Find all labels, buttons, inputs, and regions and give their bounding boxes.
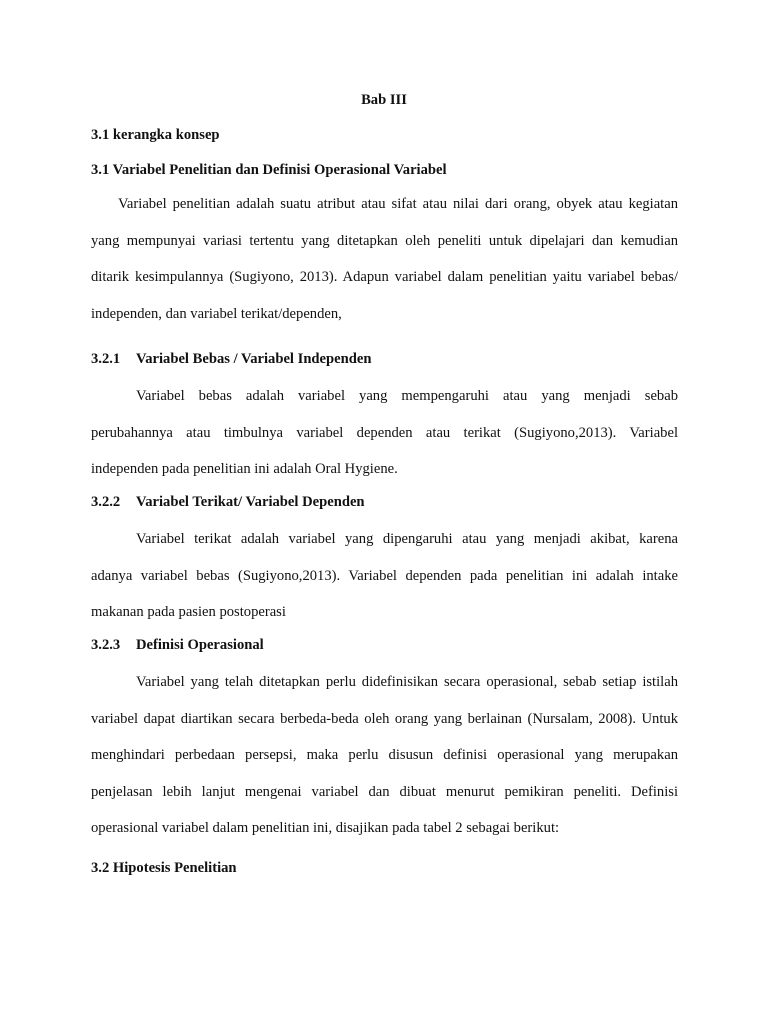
section-title: Variabel Terikat/ Variabel Dependen	[136, 494, 365, 510]
chapter-title: Bab III	[361, 92, 407, 108]
paragraph-line: operasional variabel dalam penelitian ini, disajikan pada tabel 2 sebagai berikut:	[91, 820, 560, 836]
paragraph-line: independen, dan variabel terikat/dependen,	[91, 305, 342, 322]
heading-3-2-1	[91, 351, 371, 368]
paragraph-line: makanan pada pasien postoperasi	[91, 604, 286, 620]
paragraph-line: yang mempunyai variasi tertentu yang ditetapkan oleh peneliti untuk dipelajari dan kemudian	[91, 232, 678, 249]
paragraph-line: ditarik kesimpulannya (Sugiyono, 2013). Adapun variabel dalam penelitian yaitu variabel bebas/	[91, 269, 678, 285]
section-number: 3.2.2	[91, 494, 121, 510]
paragraph-line: Variabel terikat adalah variabel yang dipengaruhi atau yang menjadi akibat, karena	[136, 531, 678, 547]
heading-3-2-3	[91, 637, 264, 654]
section-title: Definisi Operasional	[136, 637, 264, 653]
heading-hipotesis-penelitian: 3.2 Hipotesis Penelitian	[91, 860, 237, 876]
section-number: 3.2.3	[91, 637, 121, 653]
paragraph-line: adanya variabel bebas (Sugiyono,2013). Variabel dependen pada penelitian ini adalah intake	[91, 567, 678, 584]
heading-kerangka-konsep: 3.1 kerangka konsep	[91, 127, 220, 143]
section-number: 3.2.1	[91, 351, 121, 367]
paragraph-line: perubahannya atau timbulnya variabel dependen atau terikat (Sugiyono,2013). Variabel	[91, 424, 678, 441]
intro-paragraph	[91, 186, 678, 332]
paragraph-line: variabel dapat diartikan secara berbeda-beda oleh orang yang berlainan (Nursalam, 2008). Untuk	[91, 710, 678, 727]
paragraph-line: penjelasan lebih lanjut mengenai variabel dan dibuat menurut pemikiran peneliti. Definisi	[91, 783, 678, 800]
paragraph-3-2-2	[91, 521, 678, 631]
paragraph-line: Variabel yang telah ditetapkan perlu didefinisikan secara operasional, sebab setiap istilah	[136, 674, 678, 690]
section-title: Variabel Bebas / Variabel Independen	[136, 351, 372, 367]
heading-3-2-2	[91, 494, 365, 511]
paragraph-line: menghindari perbedaan persepsi, maka perlu disusun definisi operasional yang merupakan	[91, 747, 678, 763]
paragraph-line: independen pada penelitian ini adalah Oral Hygiene.	[91, 461, 398, 477]
heading-variabel-penelitian: 3.1 Variabel Penelitian dan Definisi Operasional Variabel	[91, 162, 447, 178]
paragraph-3-2-3	[91, 664, 678, 847]
paragraph-line: Variabel penelitian adalah suatu atribut atau sifat atau nilai dari orang, obyek atau kegiatan	[118, 196, 678, 212]
paragraph-line: Variabel bebas adalah variabel yang mempengaruhi atau yang menjadi sebab	[136, 388, 678, 404]
paragraph-3-2-1	[91, 378, 678, 488]
